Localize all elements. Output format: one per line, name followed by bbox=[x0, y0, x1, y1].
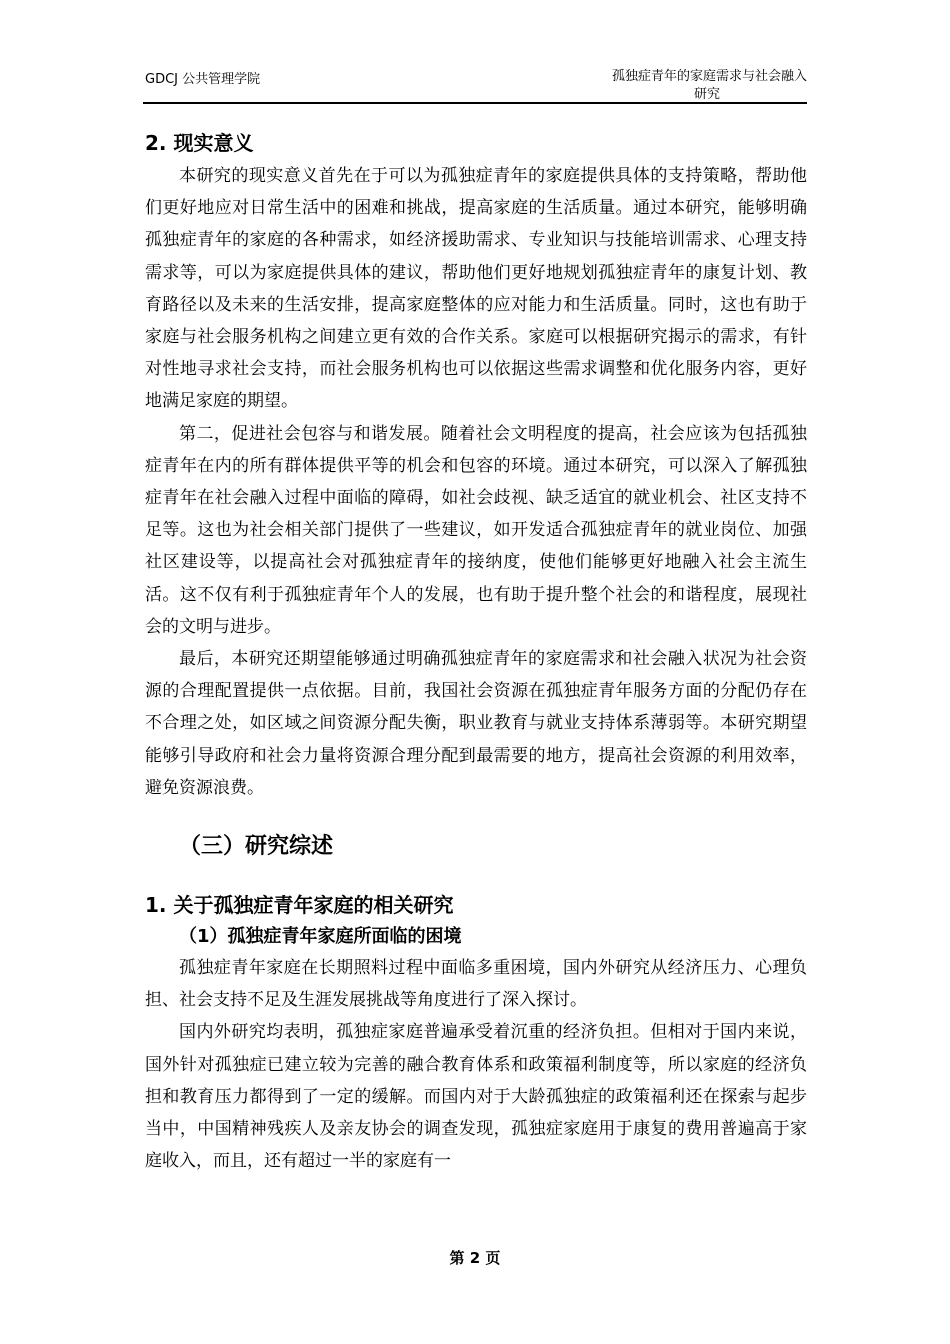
header-left-text: GDCJ 公共管理学院 bbox=[145, 72, 261, 87]
body-paragraph: 第二，促进社会包容与和谐发展。随着社会文明程度的提高，社会应该为包括孤独症青年在内的所有群体提供平等的机会和包容的环境。通过本研究，可以深入了解孤独症青年在社会融入过程中面临的障碍，如社会歧视、缺乏适宜的就业机会、社区支持不足等。这也为社会相关部门提供了一些建议，如开发适合孤独症青年的就业岗位、加强社区建设等，以提高社会对孤独症青年的接纳度，使他们能够更好地融入社会主流生活。这不仅有利于孤独症青年个人的发展，也有助于提升整个社会的和谐程度，展现社会的文明与进步。 bbox=[145, 423, 807, 637]
header-title-line2: 研究 bbox=[693, 87, 720, 102]
body-paragraph: 最后，本研究还期望能够通过明确孤独症青年的家庭需求和社会融入状况为社会资源的合理配置提供一点依据。目前，我国社会资源在孤独症青年服务方面的分配仍存在不合理之处，如区域之间资源分配失衡，职业教育与就业支持体系薄弱等。本研究期望能够引导政府和社会力量将资源合理分配到最需要的地方，提高社会资源的利用效率，避免资源浪费。 bbox=[145, 649, 807, 798]
header-right-text bbox=[547, 68, 807, 104]
body-paragraph: 国内外研究均表明，孤独症家庭普遍承受着沉重的经济负担。但相对于国内来说，国外针对孤独症已建立较为完善的融合教育体系和政策福利制度等，所以家庭的经济负担和教育压力都得到了一定的缓解。而国内对于大龄孤独症的政策福利还在探索与起步当中，中国精神残疾人及亲友协会的调查发现，孤独症家庭用于康复的费用普遍高于家庭收入，而且，还有超过一半的家庭有一 bbox=[145, 1022, 807, 1172]
page-number: 第 2 页 bbox=[449, 1249, 501, 1267]
section-heading-family-research: 1. 关于孤独症青年家庭的相关研究 bbox=[145, 893, 454, 918]
page-content bbox=[145, 126, 807, 1177]
section-heading-practical-significance: 2. 现实意义 bbox=[145, 131, 254, 155]
header-title-line1: 孤独症青年的家庭需求与社会融入 bbox=[611, 69, 807, 84]
subsection-heading-difficulties: （1）孤独症青年家庭所面临的困境 bbox=[179, 926, 462, 948]
chapter-heading-literature-review: （三）研究综述 bbox=[179, 834, 334, 860]
header-divider bbox=[143, 102, 807, 104]
body-paragraph: 孤独症青年家庭在长期照料过程中面临多重困境，国内外研究从经济压力、心理负担、社会支持不足及生涯发展挑战等角度进行了深入探讨。 bbox=[145, 958, 807, 1011]
body-paragraph: 本研究的现实意义首先在于可以为孤独症青年的家庭提供具体的支持策略，帮助他们更好地应对日常生活中的困难和挑战，提高家庭的生活质量。通过本研究，能够明确孤独症青年的家庭的各种需求，如经济援助需求、专业知识与技能培训需求、心理支持需求等，可以为家庭提供具体的建议，帮助他们更好地规划孤独症青年的康复计划、教育路径以及未来的生活安排，提高家庭整体的应对能力和生活质量。同时，这也有助于家庭与社会服务机构之间建立更有效的合作关系。家庭可以根据研究揭示的需求，有针对性地寻求社会支持，而社会服务机构也可以依据这些需求调整和优化服务内容，更好地满足家庭的期望。 bbox=[145, 166, 807, 412]
